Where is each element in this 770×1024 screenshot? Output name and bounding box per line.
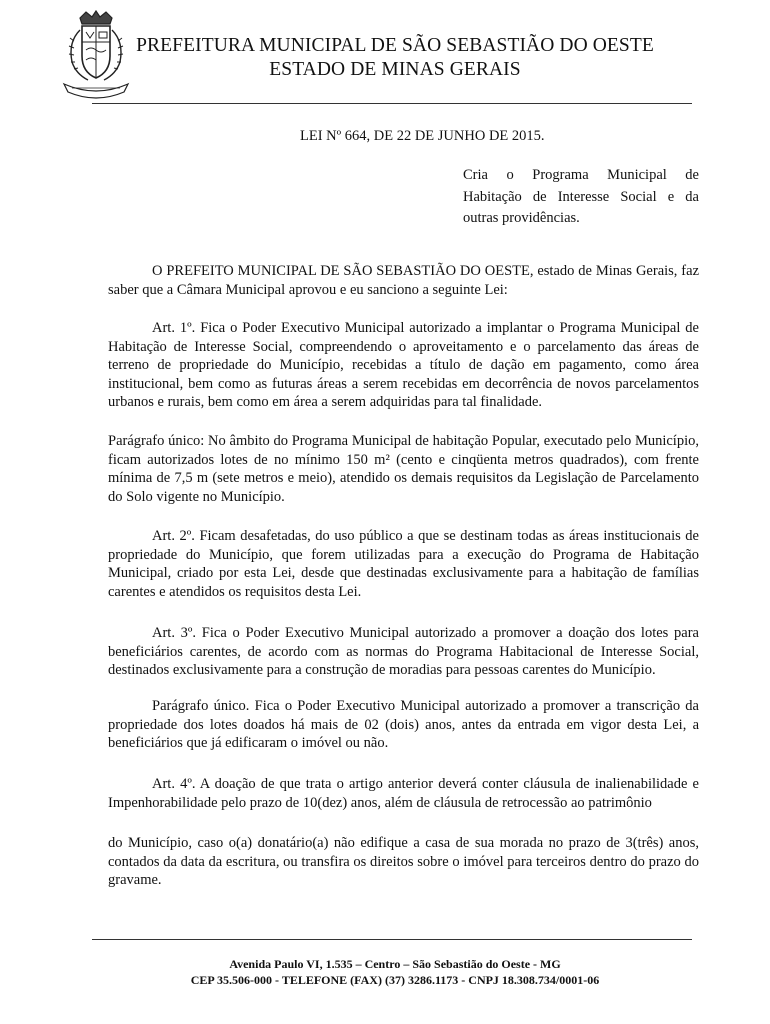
article-3-paragraph: Art. 3º. Fica o Poder Executivo Municipal autorizado a promover a doação dos lotes para beneficiários carentes, de acordo com as normas do Programa Habitacional de Interesse Social, destinados exclusivamente para a construção de moradias para pessoas carentes do Município. xyxy=(108,625,699,678)
article-2-paragraph: Art. 2º. Ficam desafetadas, do uso público a que se destinam todas as áreas institucionais de propriedade do Município, que forem utilizadas para a execução do Programa de Habitação Municipal, criado por esta Lei, desde que destinadas exclusivamente para a habitação de famílias carentes e atendidos os requisitos desta Lei. xyxy=(108,528,699,600)
footer-divider xyxy=(92,939,692,940)
article-1-paragraph: Art. 1º. Fica o Poder Executivo Municipal autorizado a implantar o Programa Municipal de Habitação de Interesse Social, compreendendo o aproveitamento e o parcelamento das áreas de terreno de propriedade do Município, recebidas a título de dação em pagamento, como área institucional, bem como as futuras áreas a serem recebidas em decorrência de novos parcelamentos urbanos e rurais, bem como em área a serem adquiridas para tal finalidade. xyxy=(108,320,699,410)
law-summary: Cria o Programa Municipal de Habitação de Interesse Social e da outras providências. xyxy=(463,167,699,226)
article-3-sole-paragraph: Parágrafo único. Fica o Poder Executivo Municipal autorizado a promover a transcrição da propriedade dos lotes doados há mais de 02 (dois) anos, antes da entrada em vigor desta Lei, a beneficiários que já edificaram o imóvel ou não. xyxy=(108,698,699,751)
article-4-continuation-paragraph: do Município, caso o(a) donatário(a) não edifique a casa de sua morada no prazo de 3(três) anos, contados da data da escritura, ou transfira os direitos sobre o imóvel para terceiros dentro do prazo do gravame. xyxy=(108,835,699,888)
header-title-line1: PREFEITURA MUNICIPAL DE SÃO SEBASTIÃO DO OESTE xyxy=(136,35,654,56)
article-4-paragraph: Art. 4º. A doação de que trata o artigo anterior deverá conter cláusula de inalienabilidade e Impenhorabilidade pelo prazo de 10(dez) anos, além de cláusula de retrocessão ao patrimônio xyxy=(108,776,699,811)
law-title: LEI Nº 664, DE 22 DE JUNHO DE 2015. xyxy=(300,128,545,144)
footer-contact: CEP 35.506-000 - TELEFONE (FAX) (37) 3286.1173 - CNPJ 18.308.734/0001-06 xyxy=(190,973,600,987)
article-1-sole-paragraph: Parágrafo único: No âmbito do Programa Municipal de habitação Popular, executado pelo Município, ficam autorizados lotes de no mínimo 150 m² (cento e cinqüenta metros quadrados), com frente mínima de 7,5 m (sete metros e meio), atendido os demais requisitos da Legislação de Parcelamento do Solo vigente no Município. xyxy=(108,433,699,505)
header-divider xyxy=(92,103,692,104)
header-title-line2: ESTADO DE MINAS GERAIS xyxy=(269,59,521,80)
footer-address: Avenida Paulo VI, 1.535 – Centro – São Sebastião do Oeste - MG xyxy=(229,957,561,971)
preamble-paragraph: O PREFEITO MUNICIPAL DE SÃO SEBASTIÃO DO OESTE, estado de Minas Gerais, faz saber que a Câmara Municipal aprovou e eu sanciono a seguinte Lei: xyxy=(108,263,699,298)
